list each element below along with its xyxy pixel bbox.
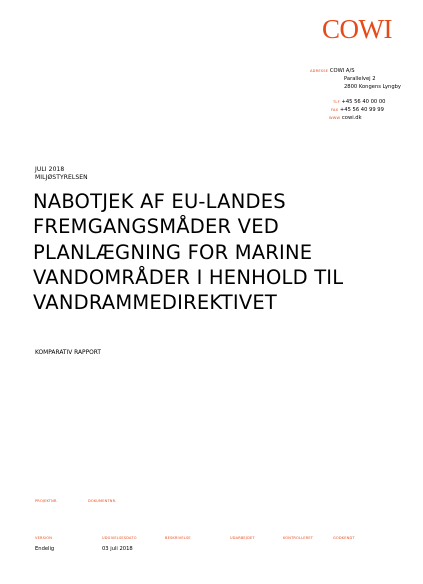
web-row <box>329 114 362 122</box>
web-label: WWW <box>329 116 341 120</box>
address-city: 2800 Kongens Lyngby <box>344 84 402 90</box>
fax-value: +45 56 40 99 99 <box>339 107 384 113</box>
address-street: Parallelvej 2 <box>344 76 376 82</box>
web-value: cowi.dk <box>341 115 362 121</box>
description-header: BESKRIVELSE <box>165 536 191 540</box>
client-name: MILJØSTYRELSEN <box>35 174 88 181</box>
checked-by-header: KONTROLLERET <box>283 536 314 540</box>
document-subtitle: KOMPARATIV RAPPORT <box>35 350 102 356</box>
address-company: COWI A/S <box>329 68 355 74</box>
release-date-header: UDGIVELSESDATO <box>102 536 137 540</box>
phone-value: +45 56 40 00 00 <box>341 99 386 105</box>
fax-label: FAX <box>331 108 339 112</box>
address-label: ADRESSE <box>310 69 329 73</box>
report-date: JULI 2018 <box>35 166 65 173</box>
document-title: NABOTJEK AF EU-LANDES FREMGANGSMÅDER VED PLANLÆGNING FOR MARINE VANDOMRÅDER I HENHOLD TIL VANDRAMMEDIREKTIVET <box>33 190 344 315</box>
document-number-label: DOKUMENTNR. <box>88 499 117 503</box>
version-value: Endelig <box>35 546 55 552</box>
cowi-logo: COWI <box>322 14 392 44</box>
release-date-value: 03 juli 2018 <box>102 546 133 552</box>
project-number-label: PROJEKTNR. <box>35 499 58 503</box>
prepared-by-header: UDARBEJDET <box>230 536 255 540</box>
approved-by-header: GODKENDT <box>333 536 355 540</box>
version-header: VERSION <box>35 536 53 540</box>
phone-label: TLF <box>333 100 340 104</box>
